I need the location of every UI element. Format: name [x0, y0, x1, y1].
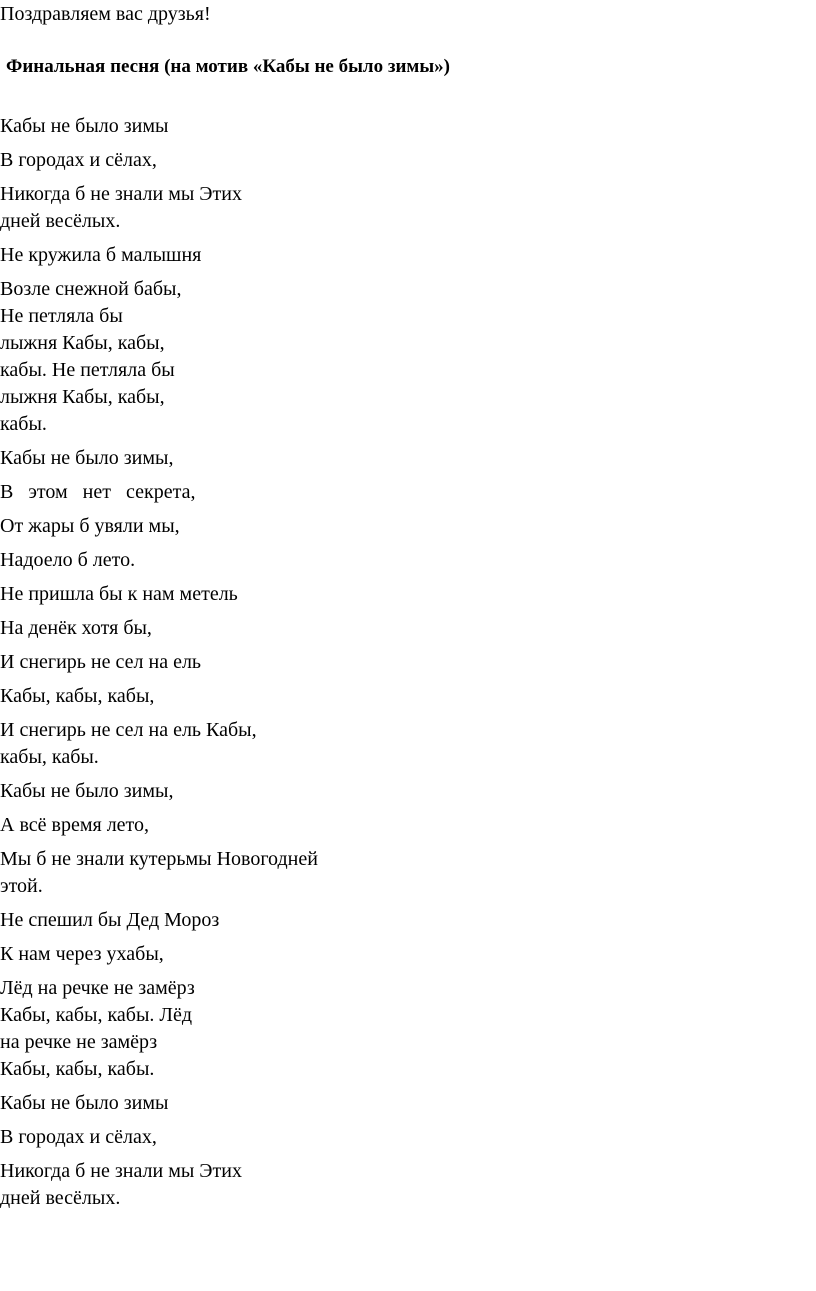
- song-lyrics: [0, 113, 420, 1212]
- lyric-line: Кабы не было зимы: [0, 115, 169, 137]
- lyric-line: Кабы не было зимы,: [0, 780, 174, 802]
- lyric-line: кабы.: [0, 413, 47, 435]
- lyric-line: дней весёлых.: [0, 210, 121, 232]
- lyric-line: Кабы не было зимы,: [0, 447, 174, 469]
- lyric-line: Надоело б лето.: [0, 549, 136, 571]
- song-title: Финальная песня (на мотив «Кабы не было зимы»): [6, 56, 451, 77]
- lyric-line: В этом нет секрета,: [0, 481, 196, 503]
- lyric-line: кабы, кабы.: [0, 746, 99, 768]
- lyric-line: лыжня Кабы, кабы,: [0, 386, 165, 408]
- lyric-line: Лёд на речке не замёрз: [0, 977, 195, 999]
- lyric-line: дней весёлых.: [0, 1187, 121, 1209]
- lyric-line: Кабы, кабы, кабы.: [0, 1058, 155, 1080]
- lyric-line: От жары б увяли мы,: [0, 515, 180, 537]
- lyric-line: Кабы, кабы, кабы,: [0, 685, 155, 707]
- lyric-line: Никогда б не знали мы Этих: [0, 183, 242, 205]
- lyric-line: Не петляла бы: [0, 305, 123, 327]
- lyric-line: К нам через ухабы,: [0, 943, 164, 965]
- lyric-line: А всё время лето,: [0, 814, 150, 836]
- lyric-line: кабы. Не петляла бы: [0, 359, 175, 381]
- lyric-line: на речке не замёрз: [0, 1031, 158, 1053]
- lyric-line: И снегирь не сел на ель Кабы,: [0, 719, 257, 741]
- lyric-line: Возле снежной бабы,: [0, 278, 182, 300]
- lyric-line: Не спешил бы Дед Мороз: [0, 909, 220, 931]
- greeting-text: Поздравляем вас друзья!: [0, 3, 211, 25]
- lyric-line: На денёк хотя бы,: [0, 617, 152, 639]
- lyric-line: В городах и сёлах,: [0, 149, 157, 171]
- lyric-line: лыжня Кабы, кабы,: [0, 332, 165, 354]
- lyric-line: Никогда б не знали мы Этих: [0, 1160, 242, 1182]
- lyric-line: Кабы, кабы, кабы. Лёд: [0, 1004, 192, 1026]
- lyric-line: И снегирь не сел на ель: [0, 651, 202, 673]
- lyric-line: Мы б не знали кутерьмы Новогодней: [0, 848, 318, 870]
- lyric-line: В городах и сёлах,: [0, 1126, 157, 1148]
- lyric-line: Кабы не было зимы: [0, 1092, 169, 1114]
- lyric-line: Не кружила б малышня: [0, 244, 202, 266]
- lyric-line: Не пришла бы к нам метель: [0, 583, 238, 605]
- lyric-line: этой.: [0, 875, 43, 897]
